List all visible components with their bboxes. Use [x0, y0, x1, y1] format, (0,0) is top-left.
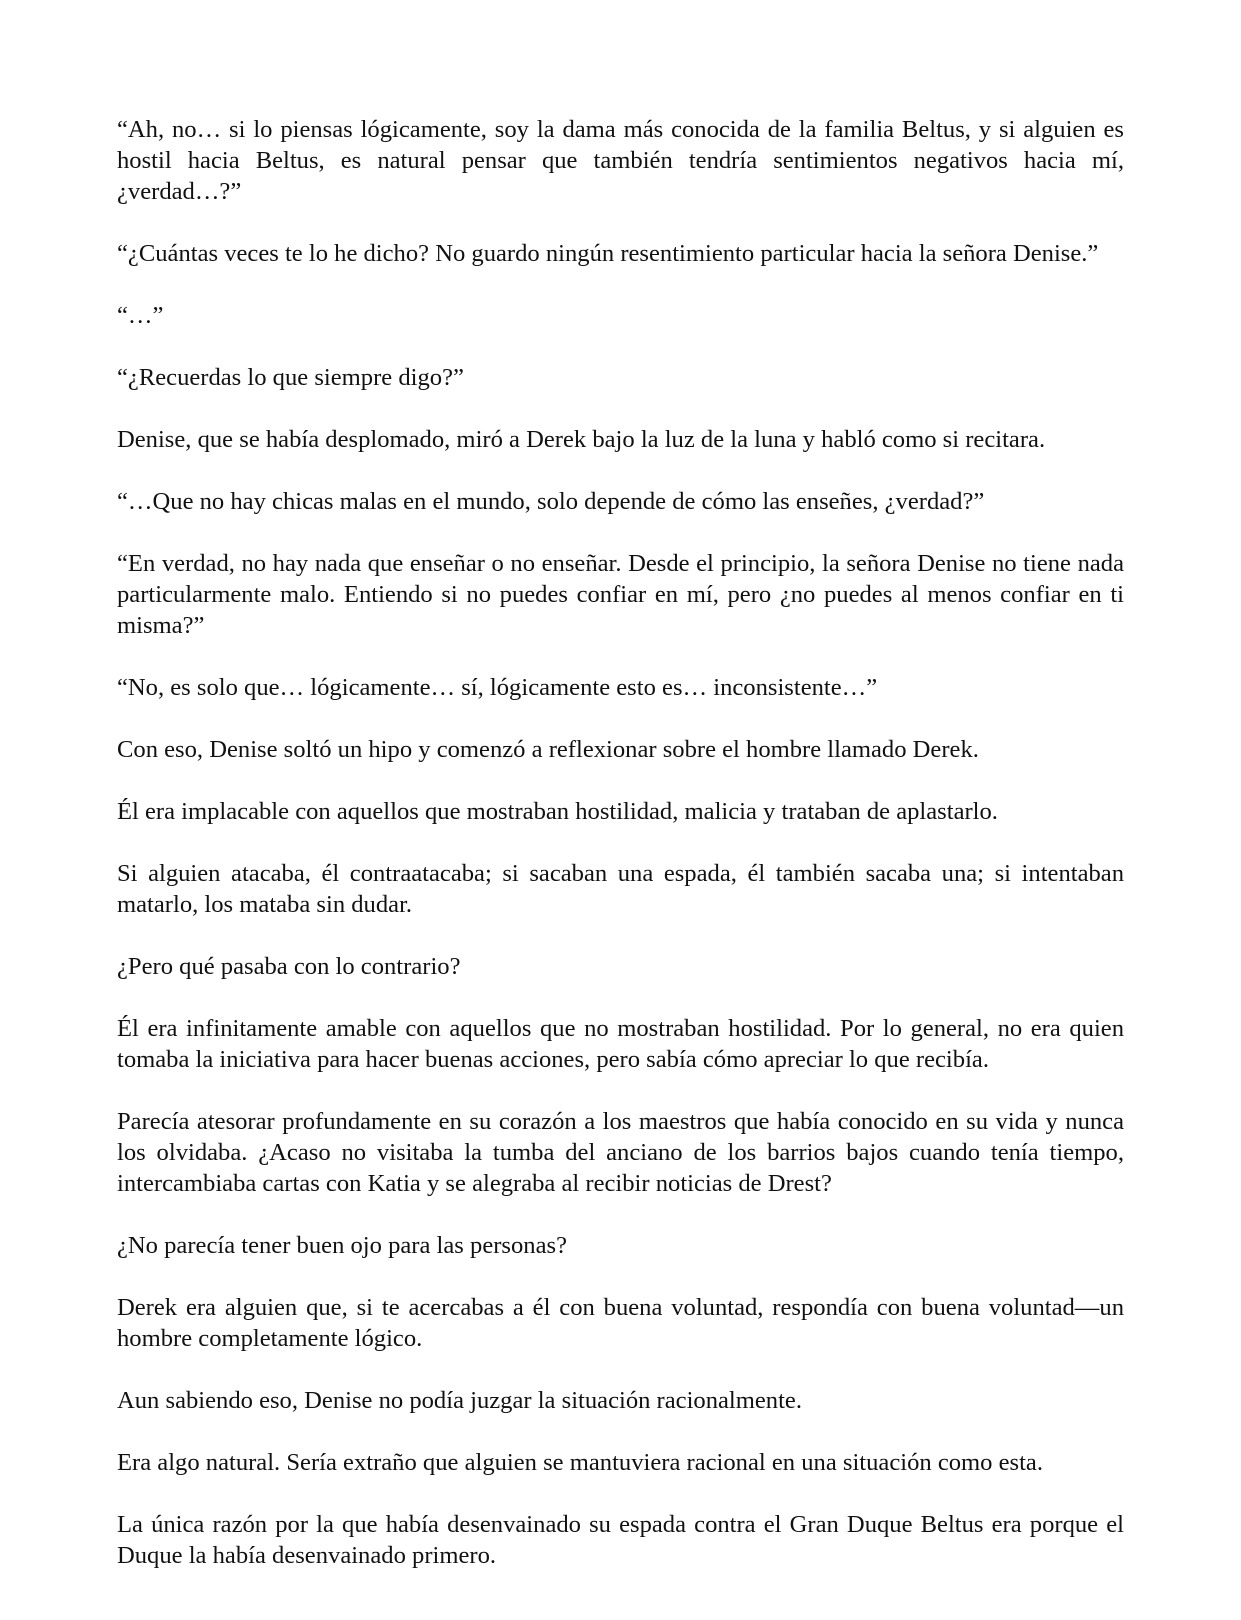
- paragraph: Con eso, Denise soltó un hipo y comenzó a reflexionar sobre el hombre llamado Derek.: [117, 736, 979, 763]
- paragraph: La única razón por la que había desenvainado su espada contra el Gran Duque Beltus era porque el Duque la había desenvainado primero.: [117, 1511, 1124, 1569]
- paragraph: “No, es solo que… lógicamente… sí, lógicamente esto es… inconsistente…”: [117, 674, 878, 701]
- paragraph: ¿Pero qué pasaba con lo contrario?: [117, 953, 461, 980]
- paragraph: Él era implacable con aquellos que mostraban hostilidad, malicia y trataban de aplastarlo.: [117, 798, 998, 825]
- paragraph: “…Que no hay chicas malas en el mundo, solo depende de cómo las enseñes, ¿verdad?”: [117, 488, 985, 515]
- paragraph: “¿Recuerdas lo que siempre digo?”: [117, 364, 464, 391]
- paragraph: Él era infinitamente amable con aquellos que no mostraban hostilidad. Por lo general, no era quien tomaba la iniciativa para hacer buenas acciones, pero sabía cómo apreciar lo que recibía.: [117, 1015, 1124, 1073]
- paragraph: “Ah, no… si lo piensas lógicamente, soy la dama más conocida de la familia Beltus, y si alguien es hostil hacia Beltus, es natural pensar que también tendría sentimientos negativos hacia mí, ¿verdad…?”: [117, 116, 1124, 205]
- body-text: [117, 114, 1124, 1571]
- paragraph: Derek era alguien que, si te acercabas a él con buena voluntad, respondía con buena voluntad—un hombre completamente lógico.: [117, 1294, 1124, 1352]
- paragraph: Era algo natural. Sería extraño que alguien se mantuviera racional en una situación como esta.: [117, 1449, 1044, 1476]
- paragraph: Aun sabiendo eso, Denise no podía juzgar la situación racionalmente.: [117, 1387, 802, 1414]
- paragraph: Si alguien atacaba, él contraatacaba; si sacaban una espada, él también sacaba una; si intentaban matarlo, los mataba sin dudar.: [117, 860, 1124, 918]
- paragraph: ¿No parecía tener buen ojo para las personas?: [117, 1232, 567, 1259]
- paragraph: “¿Cuántas veces te lo he dicho? No guardo ningún resentimiento particular hacia la señora Denise.”: [117, 240, 1099, 267]
- paragraph: Parecía atesorar profundamente en su corazón a los maestros que había conocido en su vida y nunca los olvidaba. ¿Acaso no visitaba la tumba del anciano de los barrios bajos cuando tenía tiempo, intercambiaba cartas con Katia y se alegraba al recibir noticias de Drest?: [117, 1108, 1124, 1197]
- paragraph: “En verdad, no hay nada que enseñar o no enseñar. Desde el principio, la señora Denise no tiene nada particularmente malo. Entiendo si no puedes confiar en mí, pero ¿no puedes al menos confiar en ti misma?”: [117, 550, 1124, 639]
- paragraph: Denise, que se había desplomado, miró a Derek bajo la luz de la luna y habló como si recitara.: [117, 426, 1046, 453]
- paragraph: “…”: [117, 302, 164, 329]
